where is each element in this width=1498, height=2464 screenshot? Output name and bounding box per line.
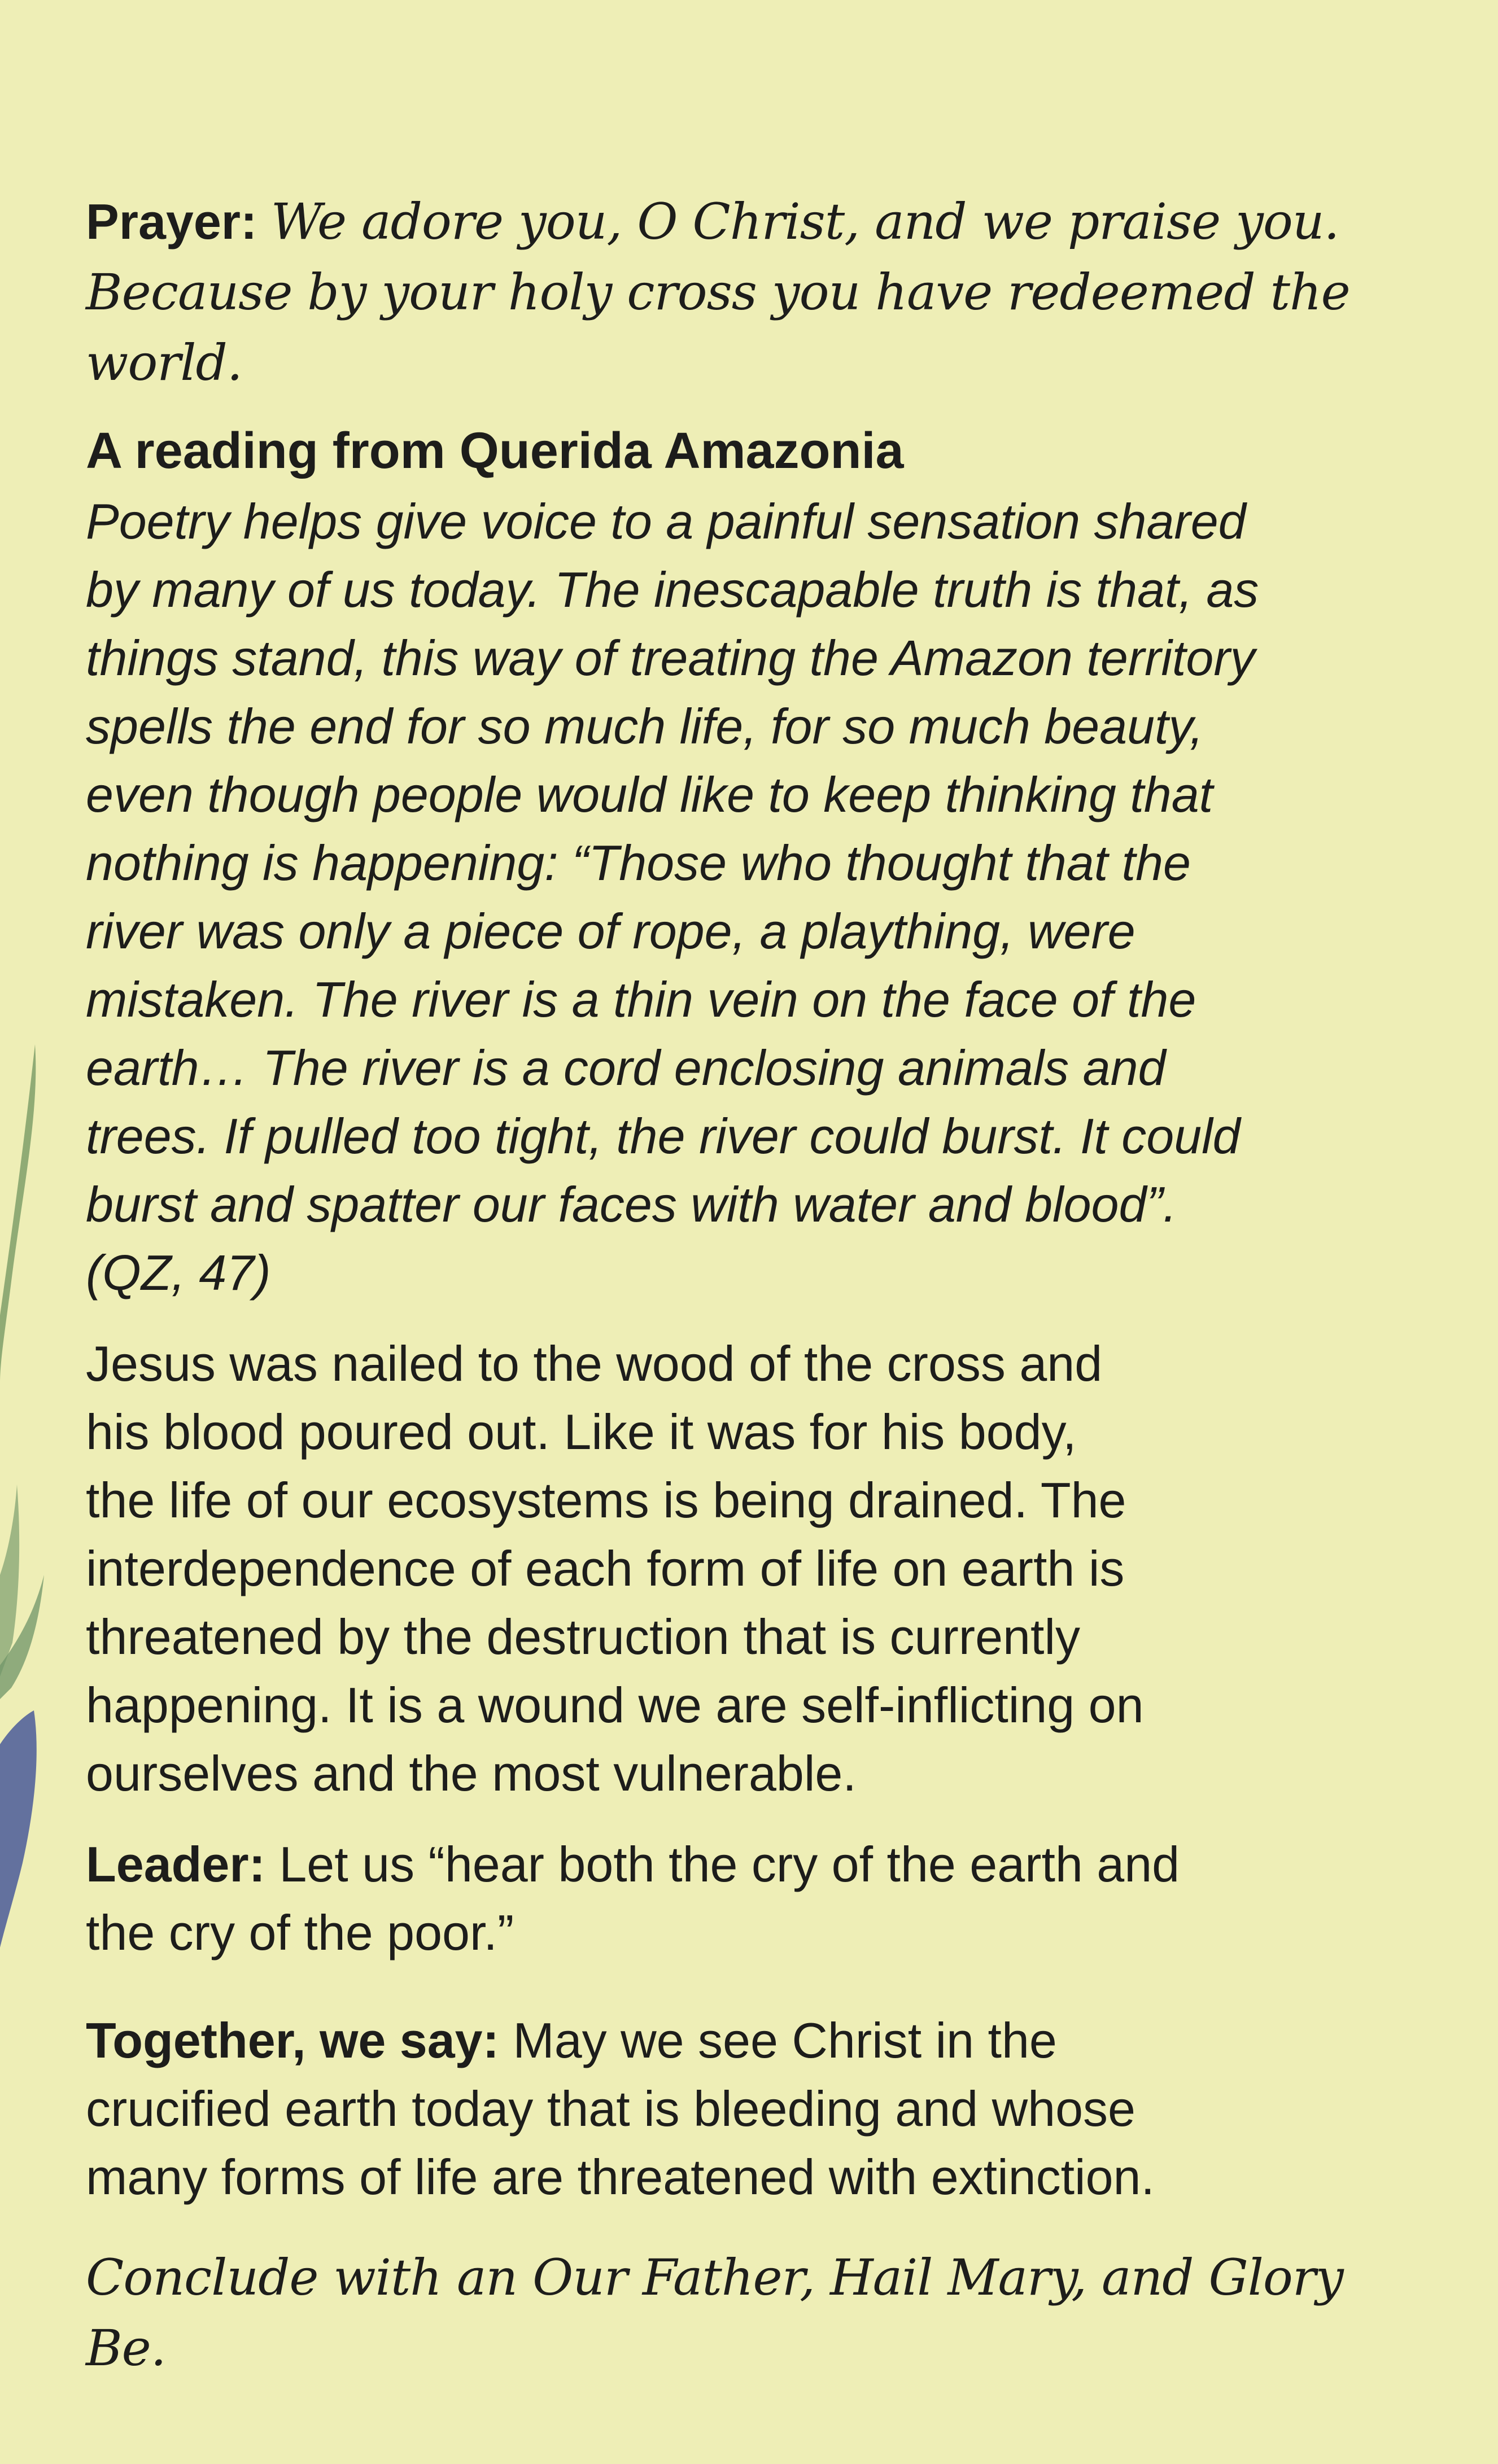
together-text-line-2: crucified earth today that is bleeding and whose [86,2081,1135,2137]
leader-text-line-1: Let us “hear both the cry of the earth and [265,1836,1180,1892]
reading-line: trees. If pulled too tight, the river could burst. It could [86,1108,1241,1164]
reading-line: river was only a piece of rope, a plaything, were [86,903,1135,959]
prayer-section [86,186,1430,398]
reflection-line: Jesus was nailed to the wood of the cross and [86,1336,1103,1391]
reading-line: even though people would like to keep thinking that [86,767,1213,822]
together-line-1 [86,2006,1430,2075]
leaf-illustration [0,1044,62,1976]
reading-line: things stand, this way of treating the Amazon territory [86,630,1255,686]
prayer-label: Prayer: [86,194,257,250]
reading-citation: (QZ, 47) [86,1245,271,1301]
reflection-line: the life of our ecosystems is being drained. The [86,1472,1126,1528]
reflection-line: threatened by the destruction that is currently [86,1609,1080,1665]
reading-line: by many of us today. The inescapable truth is that, as [86,562,1259,618]
leader-text-line-2: the cry of the poor.” [86,1905,514,1960]
reflection-line: his blood poured out. Like it was for his body, [86,1404,1077,1460]
reflection-line: happening. It is a wound we are self-inflicting on [86,1677,1144,1733]
leaf-stem-green [0,1044,36,1383]
conclude-instruction: Conclude with an Our Father, Hail Mary, and Glory Be. [86,2248,1343,2377]
reading-passage [86,487,1430,1307]
reading-line: spells the end for so much life, for so much beauty, [86,698,1204,754]
reflection-line: interdependence of each form of life on earth is [86,1540,1125,1596]
prayer-card-content [86,186,1430,2383]
leader-section [86,1830,1430,1967]
reading-title: A reading from Querida Amazonia [86,423,904,479]
reflection-line: ourselves and the most vulnerable. [86,1745,857,1801]
together-text-line-1: May we see Christ in the [499,2012,1057,2068]
reading-line: burst and spatter our faces with water and blood”. [86,1176,1177,1232]
reading-line: Poetry helps give voice to a painful sensation shared [86,493,1246,549]
reading-line: mistaken. The river is a thin vein on the face of the [86,971,1196,1027]
reading-line: nothing is happening: “Those who thought that the [86,835,1191,891]
together-text-line-3: many forms of life are threatened with extinction. [86,2149,1155,2205]
prayer-line-1 [86,186,1430,257]
together-section [86,2006,1430,2211]
leaf-petal-blue [0,1710,37,1947]
reading-line: earth… The river is a cord enclosing animals and [86,1040,1166,1096]
prayer-text-line-1: We adore you, O Christ, and we praise you. [270,192,1339,251]
prayer-text-line-2: Because by your holy cross you have redeemed the world. [86,263,1350,392]
leader-line-1 [86,1830,1430,1898]
leader-label: Leader: [86,1836,265,1892]
reflection-paragraph [86,1329,1430,1807]
together-label: Together, we say: [86,2012,499,2068]
